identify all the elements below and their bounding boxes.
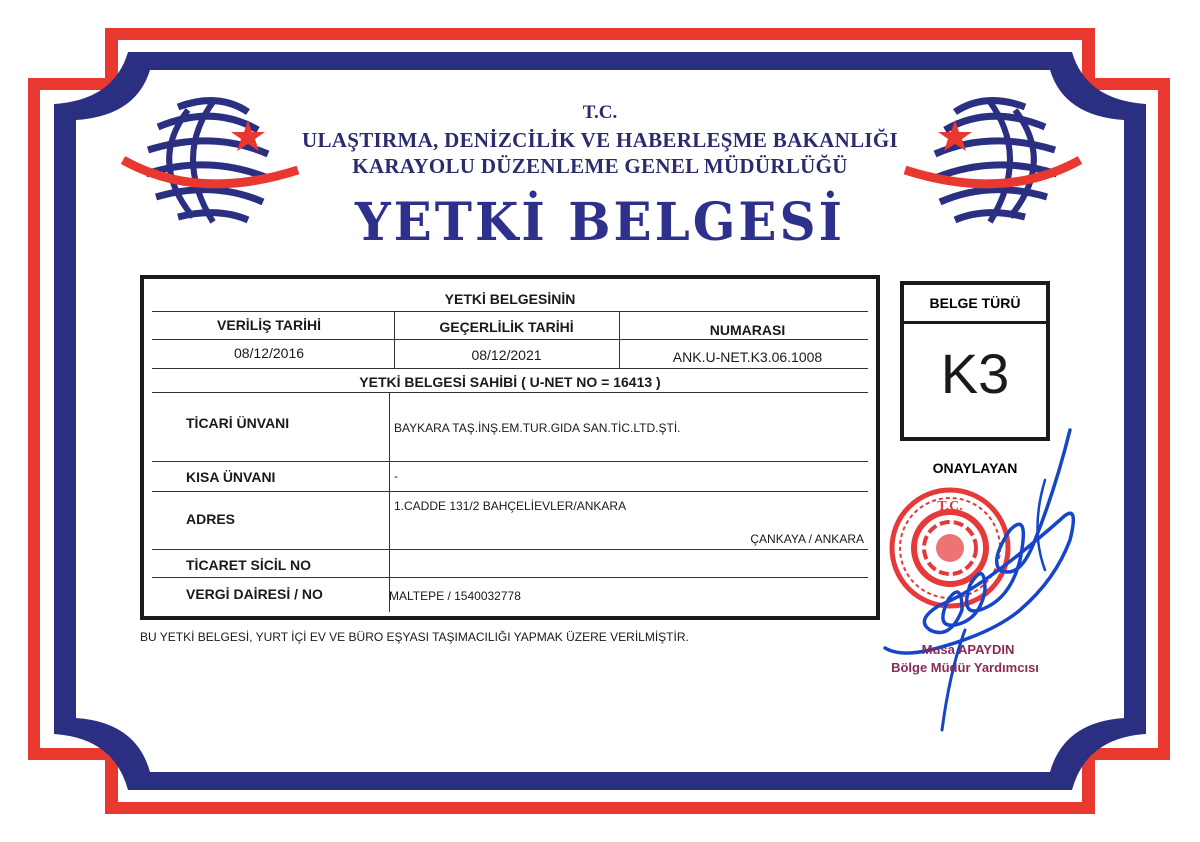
- approver-name: Musa APAYDIN: [921, 642, 1015, 657]
- header-tc: T.C.: [582, 102, 618, 123]
- header-ministry: ULAŞTIRMA, DENİZCİLİK VE HABERLEŞME BAKANLIĞI: [302, 128, 898, 152]
- field-label-short-name: KISA ÜNVANI: [186, 469, 276, 485]
- issue-date-value: 08/12/2016: [233, 345, 305, 361]
- col-header-issue-date: VERİLİŞ TARİHİ: [217, 317, 321, 333]
- document-type-label: BELGE TÜRÜ: [929, 295, 1021, 311]
- svg-text:T.C.: T.C.: [937, 499, 963, 514]
- divider: [152, 549, 868, 550]
- field-label-trade-registry: TİCARET SİCİL NO: [186, 557, 311, 573]
- divider: [152, 311, 868, 312]
- divider: [389, 392, 390, 612]
- divider: [152, 577, 868, 578]
- divider: [152, 461, 868, 462]
- divider: [904, 321, 1046, 324]
- field-label-trade-name: TİCARİ ÜNVANI: [186, 415, 290, 431]
- divider: [152, 339, 868, 340]
- header-directorate: KARAYOLU DÜZENLEME GENEL MÜDÜRLÜĞÜ: [352, 154, 848, 178]
- field-value-trade-name: BAYKARA TAŞ.İNŞ.EM.TUR.GIDA SAN.TİC.LTD.ŞTİ.: [394, 421, 681, 435]
- field-label-address: ADRES: [186, 511, 236, 527]
- approver-label: ONAYLAYAN: [932, 460, 1018, 476]
- field-value-tax-office: MALTEPE / 1540032778: [389, 589, 521, 603]
- field-value-address-district: ÇANKAYA / ANKARA: [750, 532, 864, 546]
- divider: [152, 392, 868, 393]
- divider: [152, 368, 868, 369]
- field-value-address: 1.CADDE 131/2 BAHÇELİEVLER/ANKARA: [394, 499, 627, 513]
- certificate-table: [140, 275, 880, 620]
- document-title: YETKİ BELGESİ: [354, 190, 846, 253]
- col-header-number: NUMARASI: [709, 322, 786, 338]
- divider: [394, 311, 395, 368]
- approver-title: Bölge Müdür Yardımcısı: [891, 660, 1039, 675]
- signature: [870, 420, 1090, 740]
- footer-note: BU YETKİ BELGESİ, YURT İÇİ EV VE BÜRO EŞYASI TAŞIMACILIĞI YAPMAK ÜZERE VERİLMİŞTİR.: [140, 630, 689, 644]
- field-label-tax-office: VERGİ DAİRESİ / NO: [186, 586, 323, 602]
- holder-title: YETKİ BELGESİ SAHİBİ ( U-NET NO = 16413 ): [359, 374, 661, 390]
- document-type-value: K3: [940, 342, 1010, 405]
- col-header-validity-date: GEÇERLİLİK TARİHİ: [439, 319, 574, 335]
- field-value-short-name: -: [394, 469, 398, 483]
- section-title: YETKİ BELGESİNİN: [444, 291, 576, 307]
- certificate-number-value: ANK.U-NET.K3.06.1008: [672, 349, 823, 365]
- document-type-box: [900, 281, 1050, 441]
- divider: [619, 311, 620, 368]
- divider: [152, 491, 868, 492]
- validity-date-value: 08/12/2021: [471, 347, 542, 363]
